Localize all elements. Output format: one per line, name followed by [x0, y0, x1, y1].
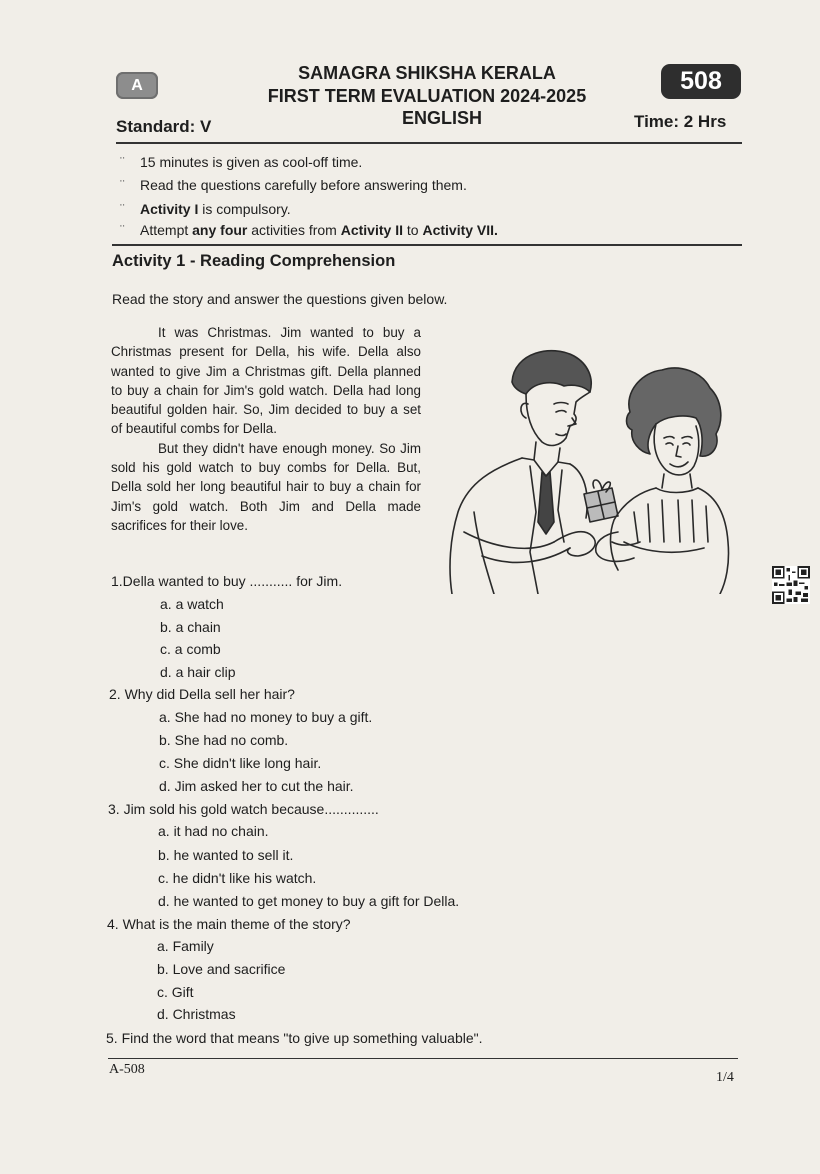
time-label: Time: 2 Hrs: [634, 112, 727, 131]
qr-code-icon: [772, 566, 810, 604]
q4-option-b: b. Love and sacrifice: [157, 961, 286, 977]
q1-option-a: a. a watch: [160, 596, 224, 612]
instruction-item: ¨ Read the questions carefully before answering them.: [120, 177, 467, 193]
activity-title: Activity 1 - Reading Comprehension: [112, 252, 396, 270]
question-1: 1.Della wanted to buy ........... for Jim.: [111, 573, 343, 589]
bullet-icon: ¨: [120, 154, 125, 170]
q2-option-d: d. Jim asked her to cut the hair.: [159, 778, 354, 794]
q3-option-d: d. he wanted to get money to buy a gift for Della.: [158, 893, 460, 909]
footer-divider: [108, 1058, 738, 1059]
standard-label: Standard: V: [116, 117, 212, 136]
q1-option-d: d. a hair clip: [160, 664, 236, 680]
instruction-item: ¨ Attempt any four activities from Activity II to Activity VII.: [120, 222, 498, 238]
q3-option-c: c. he didn't like his watch.: [158, 870, 317, 886]
bullet-icon: ¨: [120, 201, 125, 217]
q3-option-a: a. it had no chain.: [158, 823, 269, 839]
story-paragraph: It was Christmas. Jim wanted to buy a Christmas present for Della, his wife. Della also wanted to give Jim a Christmas gift. Della planned to buy a chain for Jim's gold watch. Della had long beautiful golden hair. So, Jim decided to buy a set of beautiful combs for Della.: [111, 325, 421, 437]
q1-option-c: c. a comb: [160, 641, 221, 657]
subject-title: ENGLISH: [401, 108, 482, 128]
story-passage: [111, 323, 421, 535]
bullet-icon: ¨: [120, 177, 125, 193]
instruction-item: ¨ Activity I is compulsory.: [120, 201, 291, 217]
board-title: SAMAGRA SHIKSHA KERALA: [298, 63, 556, 83]
activity-instruction: Read the story and answer the questions given below.: [112, 291, 448, 307]
paper-set-badge: A: [116, 72, 158, 99]
question-3: 3. Jim sold his gold watch because..............: [108, 801, 379, 817]
exam-title: FIRST TERM EVALUATION 2024-2025: [267, 86, 587, 106]
question-5: 5. Find the word that means "to give up something valuable".: [106, 1030, 483, 1046]
q4-option-c: c. Gift: [157, 984, 194, 1000]
q4-option-d: d. Christmas: [157, 1006, 236, 1022]
q2-option-a: a. She had no money to buy a gift.: [159, 709, 373, 725]
question-4: 4. What is the main theme of the story?: [107, 916, 351, 932]
instructions-divider: [112, 244, 742, 246]
bullet-icon: ¨: [120, 222, 125, 238]
page-number: 1/4: [716, 1070, 734, 1085]
question-2: 2. Why did Della sell her hair?: [109, 686, 295, 702]
q2-option-b: b. She had no comb.: [159, 732, 289, 748]
q3-option-b: b. he wanted to sell it.: [158, 847, 294, 863]
instruction-item: ¨ 15 minutes is given as cool-off time.: [120, 154, 363, 170]
q1-option-b: b. a chain: [160, 619, 221, 635]
paper-code-badge: 508: [661, 64, 741, 99]
jim-and-della-illustration: [434, 342, 744, 594]
footer-paper-code: A-508: [109, 1062, 145, 1077]
header-divider: [116, 142, 742, 144]
story-paragraph: But they didn't have enough money. So Jim sold his gold watch to buy combs for Della. But, Della sold her long beautiful hair to buy a chain for Jim's gold watch. Both Jim and Della made sacrifices for their love.: [111, 440, 421, 533]
q2-option-c: c. She didn't like long hair.: [159, 755, 322, 771]
q4-option-a: a. Family: [157, 938, 214, 954]
